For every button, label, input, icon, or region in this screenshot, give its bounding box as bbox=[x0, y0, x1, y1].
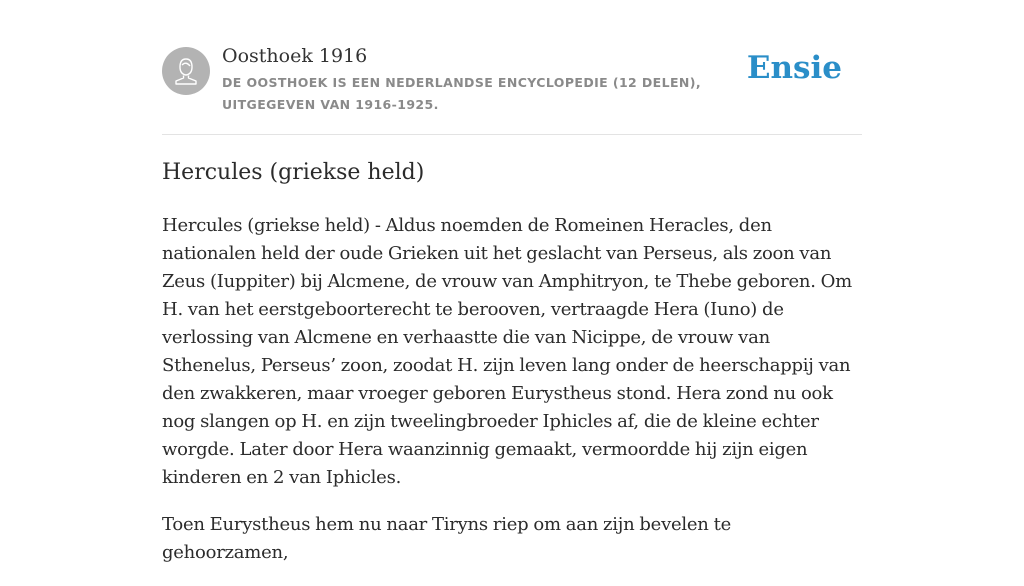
source-name[interactable]: Oosthoek 1916 bbox=[222, 45, 368, 67]
page bbox=[162, 0, 862, 563]
user-silhouette-icon bbox=[162, 47, 210, 95]
source-header bbox=[162, 0, 862, 135]
ensie-logo[interactable]: Ensie bbox=[746, 50, 842, 86]
article-body bbox=[162, 212, 862, 586]
article-title: Hercules (griekse held) bbox=[162, 160, 425, 185]
avatar[interactable] bbox=[162, 47, 210, 95]
article-paragraph: Toen Eurystheus hem nu naar Tiryns riep om aan zijn bevelen te gehoorzamen, bbox=[162, 514, 732, 563]
source-description: DE OOSTHOEK IS EEN NEDERLANDSE ENCYCLOPEDIE (12 DELEN), UITGEGEVEN VAN 1916-1925. bbox=[222, 75, 702, 112]
article-paragraph: Hercules (griekse held) - Aldus noemden de Romeinen Heracles, den nationalen held der oude Grieken uit het geslacht van Perseus, als zoon van Zeus (Iuppiter) bij Alcmene, de vrouw van Amphitryon, te Thebe geboren. Om H. van het eerstgeboorterecht te berooven, vertraagde Hera (Iuno) de verlossing van Alcmene en verhaastte die van Nicippe, de vrouw van Sthenelus, Perseus’ zoon, zoodat H. zijn leven lang onder de heerschappij van den zwakkeren, maar vroeger geboren Eurystheus stond. Hera zond nu ook nog slangen op H. en zijn tweelingbroeder Iphicles af, die de kleine echter worgde. Later door Hera waanzinnig gemaakt, vermoordde hij zijn eigen kinderen en 2 van Iphicles. bbox=[162, 215, 852, 488]
